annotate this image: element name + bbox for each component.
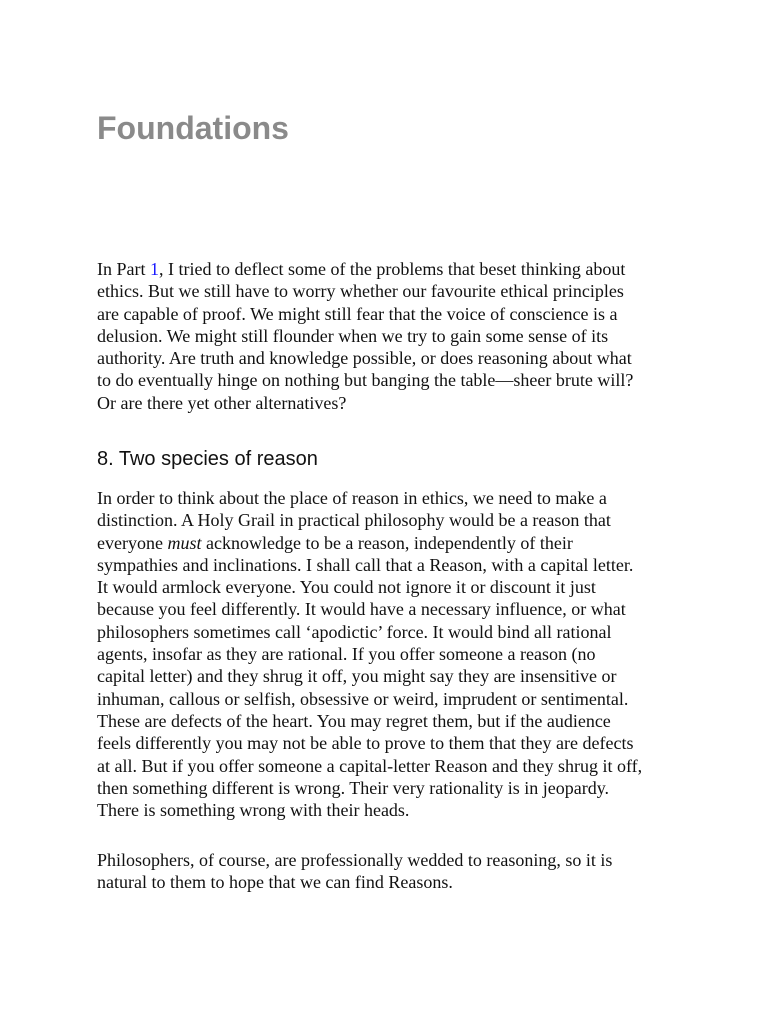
paragraph-1-text-rest: acknowledge to be a reason, independently of their sympathies and inclinations. I shall call that a Reason, with a capital letter. It would armlock everyone. You could not ignore it or discount it just because you feel differently. It would have a necessary influence, or what philosophers sometimes call ‘apodictic’ force. It would bind all rational agents, insofar as they are rational. If you offer someone a reason (no capital letter) and they shrug it off, you might say they are insensitive or inhuman, callous or selfish, obsessive or weird, imprudent or sentimental. These are defects of the heart. You may regret them, but if the audience feels differently you may not be able to prove to them that they are defects at all. But if you offer someone a capital-letter Reason and they shrug it off, then something different is wrong. Their very rationality is in jeopardy. There is something wrong with their heads. (97, 532, 643, 821)
emphasis-must: must (167, 532, 202, 553)
intro-text-start: In Part (97, 259, 150, 279)
intro-paragraph (97, 258, 677, 414)
chapter-title: Foundations (97, 110, 289, 146)
paragraph-1-text-start: In order to think about the place of reason in ethics, we need to make a distinction. A Holy Grail in practical philosophy would be a reason that everyone (97, 488, 611, 553)
section-heading: 8. Two species of reason (97, 448, 318, 470)
body-paragraph-2: Philosophers, of course, are professionally wedded to reasoning, so it is natural to them to hope that we can find Reasons. (97, 850, 613, 893)
body-paragraph-1 (97, 487, 687, 821)
intro-text-rest: , I tried to deflect some of the problems that beset thinking about ethics. But we still have to worry whether our favourite ethical principles are capable of proof. We might still fear that the voice of conscience is a delusion. We might still flounder when we try to gain some sense of its authority. Are truth and knowledge possible, or does reasoning about what to do eventually hinge on nothing but banging the table—sheer brute will? Or are there yet other alternatives? (97, 259, 634, 413)
part-link[interactable]: 1 (150, 259, 159, 279)
